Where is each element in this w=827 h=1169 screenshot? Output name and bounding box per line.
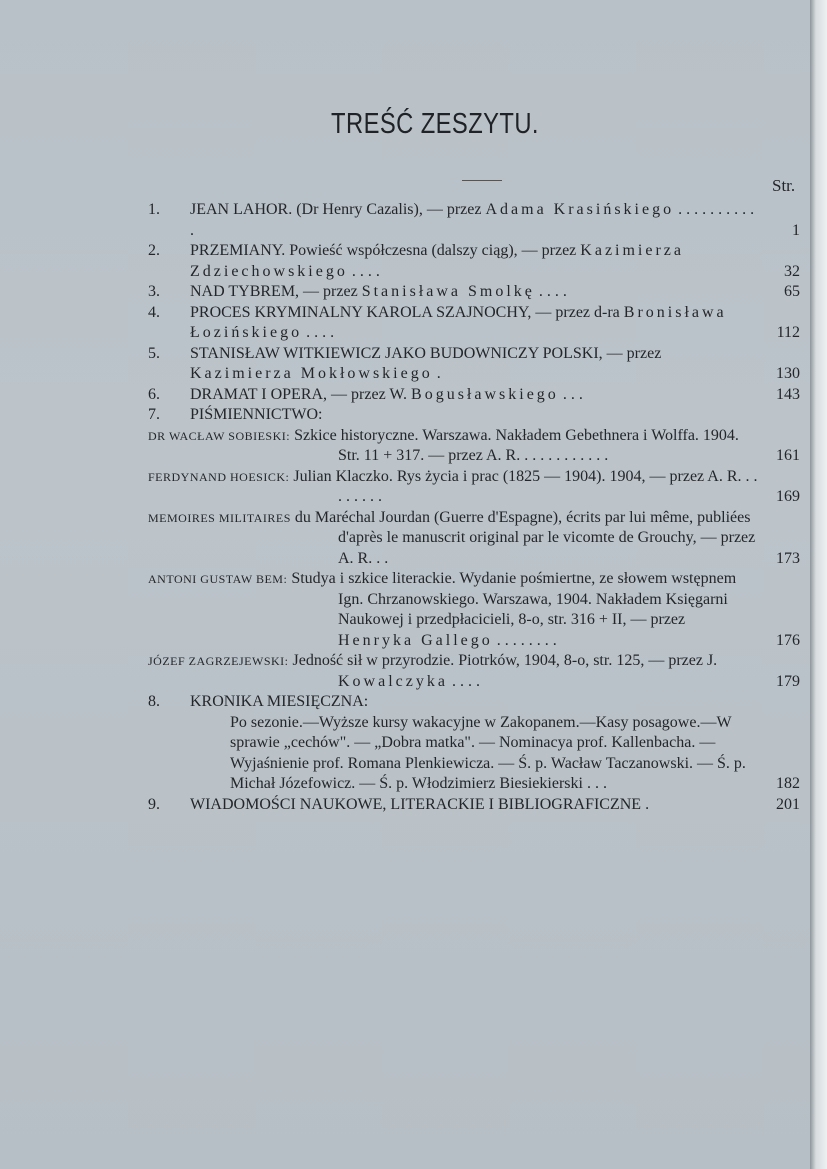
entry-page: 65 [784, 283, 800, 300]
entry-title: WIADOMOŚCI NAUKOWE, LITERACKIE I BIBLIOGRAFICZNE [190, 795, 642, 813]
entry-title: JEAN LAHOR. (Dr Henry Cazalis), — przez [190, 201, 482, 218]
entry-page: 130 [776, 365, 800, 382]
review-author: MEMOIRES MILITAIRES [148, 510, 291, 525]
entry-author: Adama Krasińskiego [485, 201, 675, 218]
entry-author: Stanisława Smolkę [361, 283, 535, 300]
entry-page: 201 [776, 795, 800, 813]
review-entry: MEMOIRES MILITAIRES du Maréchal Jourdan (Guerre d'Espagne), écrits par lui même, publiées d'après le manuscrit original par le vicomte de Grouchy, — przez A. R. . . 173 [0, 508, 800, 570]
review-text: Jedność sił w przyrodzie. Piotrków, 1904, 8-o, str. 125, — przez J. [292, 652, 718, 669]
entry-number: 3. [148, 283, 160, 300]
page-column-label: Str. [772, 176, 796, 195]
kronika-text: Po sezonie.—Wyższe kursy wakacyjne w Zakopanem.—Kasy posagowe.—W sprawie „cechów". — „Dobra matka". — Nominacya prof. Kallenbacha. — Wyjaśnienie prof. Romana Plenkiewicza. — Ś. p. Wacław Taczanowski. — Ś. p. Michał Józefowicz. — Ś. p. Włodzimierz Biesiekierski [230, 713, 746, 792]
review-page: 161 [776, 447, 800, 464]
table-of-contents [148, 200, 800, 815]
title-divider [462, 180, 502, 181]
entry-title: DRAMAT I OPERA, — przez W. [190, 385, 408, 403]
toc-entry: 1. JEAN LAHOR. (Dr Henry Cazalis), — przez Adama Krasińskiego . . . . . . . . . . . 1 [148, 200, 800, 241]
toc-entry [148, 692, 800, 713]
review-author: FERDYNAND HOESICK: [148, 469, 290, 484]
toc-entry: 4. PROCES KRYMINALNY KAROLA SZAJNOCHY, — przez d-ra Bronisława Łozińskiego . . . . 112 [148, 303, 800, 344]
review-entry: DR WACŁAW SOBIESKI: Szkice historyczne. Warszawa. Nakładem Gebethnera i Wolffa. 1904. Str. 11 + 317. — przez A. R. . . . . . . . . . . . 161 [0, 426, 800, 467]
review-author: DR WACŁAW SOBIESKI: [148, 428, 291, 443]
entry-page: 143 [776, 385, 800, 403]
kronika-contents: Po sezonie.—Wyższe kursy wakacyjne w Zakopanem.—Kasy posagowe.—W sprawie „cechów". — „Dobra matka". — Nominacya prof. Kallenbacha. — Wyjaśnienie prof. Romana Plenkiewicza. — Ś. p. Wacław Taczanowski. — Ś. p. Michał Józefowicz. — Ś. p. Włodzimierz Biesiekierski . . . 182 [148, 713, 800, 795]
entry-page: 1 [792, 221, 800, 239]
review-page: 179 [776, 672, 800, 690]
review-page: 173 [776, 549, 800, 567]
entry-author: Bronisława Łozińskiego [190, 303, 727, 341]
entry-title: STANISŁAW WITKIEWICZ JAKO BUDOWNICZY POLSKI, — przez [190, 344, 662, 362]
review-entry: FERDYNAND HOESICK: Julian Klaczko. Rys życia i prac (1825 — 1904). 1904, — przez A. R. . . . . . . . . 169 [0, 467, 800, 508]
review-entry: JÓZEF ZAGRZEJEWSKI: Jedność sił w przyrodzie. Piotrków, 1904, 8-o, str. 125, — przez J. Kowalczyka . . . . 179 [0, 651, 800, 692]
review-text: Julian Klaczko. Rys życia i prac (1825 — 1904). 1904, — przez A. R. [293, 467, 742, 485]
entry-number: 6. [148, 385, 160, 403]
entry-author: Kazimierza Mokłowskiego [190, 365, 433, 382]
toc-entry: 9. WIADOMOŚCI NAUKOWE, LITERACKIE I BIBLIOGRAFICZNE . 201 [148, 795, 800, 816]
entry-number: 5. [148, 344, 160, 362]
review-page: 169 [776, 488, 800, 505]
page-title: TREŚĆ ZESZYTU. [331, 108, 539, 140]
entry-title: NAD TYBREM, — przez [190, 283, 358, 300]
entry-author: Bogusławskiego [411, 385, 559, 403]
entry-number: 2. [148, 242, 160, 259]
review-text: du Maréchal Jourdan (Guerre d'Espagne), écrits par lui même, publiées d'après le manuscrit original par le vicomte de Grouchy, — przez A. R. [294, 508, 756, 567]
toc-entry: 2. PRZEMIANY. Powieść współczesna (dalszy ciąg), — przez Kazimierza Zdziechowskiego . . . . 32 [148, 241, 800, 282]
review-author: JÓZEF ZAGRZEJEWSKI: [148, 654, 289, 668]
review-text: Studya i szkice literackie. Wydanie pośmiertne, ze słowem wstępnem Ign. Chrzanowskiego. Warszawa, 1904. Nakładem Księgarni Naukowej i przedpłacicieli, 8-o, str. 316 + II, — przez [291, 570, 737, 628]
review-reviewer: Henryka Gallego [338, 631, 493, 649]
review-page: 176 [776, 631, 800, 649]
review-author: ANTONI GUSTAW BEM: [148, 572, 288, 586]
entry-number: 8. [148, 693, 160, 710]
toc-entry: 6. DRAMAT I OPERA, — przez W. Bogusławskiego . . . 143 [148, 385, 800, 406]
entry-number: 4. [148, 303, 160, 321]
toc-entry: 5. STANISŁAW WITKIEWICZ JAKO BUDOWNICZY POLSKI, — przez Kazimierza Mokłowskiego . 130 [148, 344, 800, 385]
entry-title: KRONIKA MIESIĘCZNA: [190, 693, 369, 710]
entry-page: 182 [776, 775, 800, 792]
toc-entry [148, 405, 800, 426]
review-entry: ANTONI GUSTAW BEM: Studya i szkice literackie. Wydanie pośmiertne, ze słowem wstępnem Ign. Chrzanowskiego. Warszawa, 1904. Nakładem Księgarni Naukowej i przedpłacicieli, 8-o, str. 316 + II, — przez Henryka Gallego . . . . . . . . 176 [0, 569, 800, 651]
entry-page: 32 [784, 262, 800, 280]
entry-title: PIŚMIENNICTWO: [190, 406, 323, 423]
entry-number: 7. [148, 406, 160, 423]
entry-number: 1. [148, 201, 160, 218]
entry-title: PROCES KRYMINALNY KAROLA SZAJNOCHY, — przez d-ra [190, 303, 620, 321]
toc-entry: 3. NAD TYBREM, — przez Stanisława Smolkę . . . . 65 [148, 282, 800, 303]
entry-number: 9. [148, 795, 160, 813]
entry-page: 112 [776, 324, 800, 341]
review-reviewer: Kowalczyka [338, 672, 448, 690]
entry-author: Kazimierza Zdziechowskiego [190, 242, 685, 280]
review-text: Szkice historyczne. Warszawa. Nakładem Gebethnera i Wolffa. 1904. Str. 11 + 317. — przez A. R. [294, 426, 739, 464]
page-edge [810, 0, 827, 1169]
entry-title: PRZEMIANY. Powieść współczesna (dalszy ciąg), — przez [190, 242, 577, 259]
